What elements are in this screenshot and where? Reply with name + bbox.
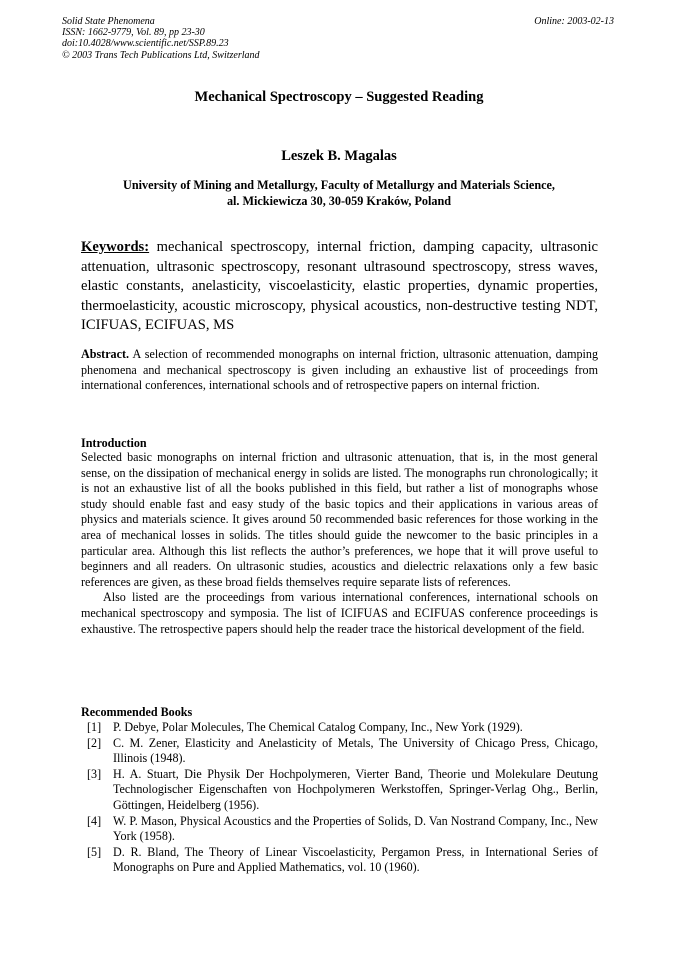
abstract-label: Abstract. (81, 347, 130, 361)
journal-issn: ISSN: 1662-9779, Vol. 89, pp 23-30 (62, 27, 205, 39)
keywords-block (81, 238, 598, 336)
reference-text: C. M. Zener, Elasticity and Anelasticity of Metals, The University of Chicago Press, Chicago, Illinois (1948). (113, 735, 598, 766)
affiliation-line: University of Mining and Metallurgy, Faculty of Metallurgy and Materials Science, (123, 178, 555, 192)
book-reference (81, 736, 598, 767)
introduction-heading: Introduction (81, 436, 147, 450)
journal-copyright: © 2003 Trans Tech Publications Ltd, Switzerland (62, 49, 260, 61)
reference-number: [5] (87, 844, 102, 859)
reference-number: [4] (87, 813, 102, 828)
reference-text: W. P. Mason, Physical Acoustics and the Properties of Solids, D. Van Nostrand Company, Inc., New York (1958). (113, 813, 598, 844)
reference-text: H. A. Stuart, Die Physik Der Hochpolymeren, Vierter Band, Theorie und Molekulare Deutung Technologischer Eigenschaften von Hochpolymeren Werkstoffen, Springer-Verlag Ohg., Berlin, Göttingen, Heidelberg (1956). (113, 766, 598, 812)
book-reference (81, 845, 598, 876)
keywords-text: mechanical spectroscopy, internal friction, damping capacity, ultrasonic attenuation, ultrasonic spectroscopy, resonant ultrasound spectroscopy, stress waves, elastic constants, anelasticity, viscoelasticity, elastic properties, dynamic properties, thermoelasticity, acoustic microscopy, physical acoustics, non-destructive testing NDT, ICIFUAS, ECIFUAS, MS (81, 239, 598, 333)
book-reference (81, 814, 598, 845)
reference-number: [2] (87, 735, 102, 750)
book-reference (81, 720, 598, 736)
books-heading: Recommended Books (81, 705, 193, 719)
journal-name: Solid State Phenomena (62, 16, 155, 27)
author-affiliation (80, 178, 598, 209)
reference-text: D. R. Bland, The Theory of Linear Viscoelasticity, Pergamon Press, in International Series of Monographs on Pure and Applied Mathematics, vol. 10 (1960). (113, 844, 598, 875)
introduction-paragraph: Also listed are the proceedings from various international conferences, international schools on mechanical spectroscopy and symposia. The list of ICIFUAS and ECIFUAS conference proceedings is exhaustive. The retrospective papers should help the reader trace the historical development of the field. (81, 590, 598, 636)
journal-header (62, 16, 260, 61)
paper-author: Leszek B. Magalas (281, 148, 397, 164)
book-reference (81, 767, 598, 814)
abstract-text: A selection of recommended monographs on internal friction, ultrasonic attenuation, damping phenomena and mechanical spectroscopy is given including an exhaustive list of proceedings from international conferences, international schools and of retrospective papers on internal friction. (81, 347, 598, 393)
reference-number: [1] (87, 720, 102, 734)
keywords-label: Keywords: (81, 239, 150, 255)
journal-doi: doi:10.4028/www.scientific.net/SSP.89.23 (62, 38, 229, 50)
introduction-body (81, 450, 598, 637)
books-list (81, 720, 598, 876)
reference-text: P. Debye, Polar Molecules, The Chemical Catalog Company, Inc., New York (1929). (113, 720, 523, 734)
online-date: Online: 2003-02-13 (534, 16, 614, 27)
affiliation-line: al. Mickiewicza 30, 30-059 Kraków, Poland (226, 193, 452, 208)
introduction-paragraph: Selected basic monographs on internal friction and ultrasonic attenuation, that is, in the most general sense, on the dissipation of mechanical energy in solids are listed. The monographs run chronologically; it is not an exhaustive list of all the books published in this field, but rather a list of monographs whose study should enable fast and easy study of the basic topics and their applications in various areas of physics and materials science. It gives around 50 recommended basic references for those working in the area of mechanical losses in solids. The titles should guide the newcomer to the basic principles in a particular area. Although this list reflects the author’s preferences, we hope that it will prove useful to beginners and all readers. On ultrasonic studies, acoustics and dielectric relaxations only a few basic references are given, as these broad fields themselves require separate lists of references. (81, 450, 598, 589)
paper-title: Mechanical Spectroscopy – Suggested Reading (194, 89, 484, 105)
reference-number: [3] (87, 766, 102, 781)
abstract-block (81, 347, 598, 394)
